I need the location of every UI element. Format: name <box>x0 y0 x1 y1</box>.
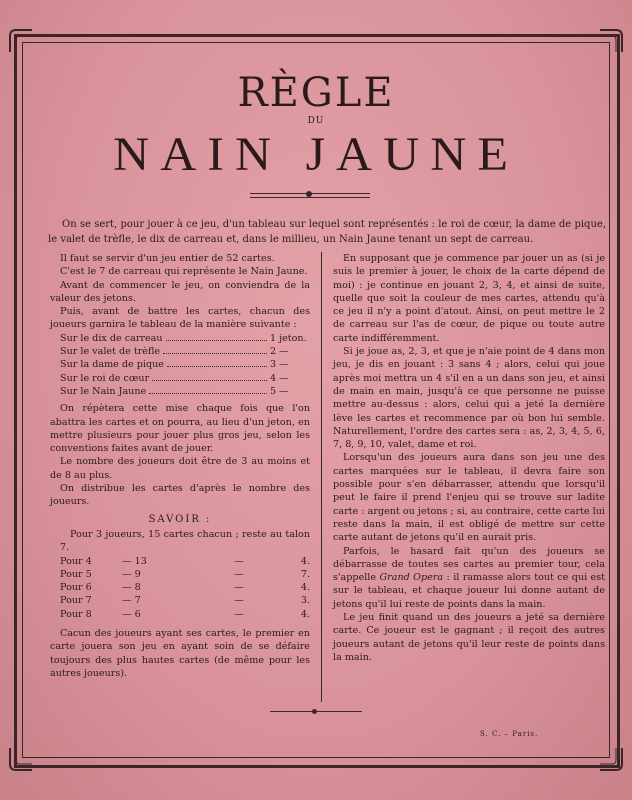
savoir-heading: SAVOIR : <box>148 513 212 525</box>
rule-paragraph: C'est le 7 de carreau qui représente le Nain Jaune. <box>60 266 308 278</box>
savoir-cards: — 13 <box>122 555 147 567</box>
stake-row <box>50 358 310 371</box>
stake-row <box>50 372 310 385</box>
intro-paragraph: On se sert, pour jouer à ce jeu, d'un tableau sur lequel sont représentés : le roi de cœur, la dame de pique, le valet de trèfle, le dix de carreau et, dans le millieu, un Nain Jaune tenant un sept de carreau. <box>48 219 606 245</box>
savoir-dash: — <box>234 595 244 607</box>
title-divider <box>250 193 370 198</box>
stake-label: Sur le roi de cœur <box>60 372 150 384</box>
savoir-row <box>50 555 310 568</box>
title-regle: RÈGLE <box>237 70 395 116</box>
savoir-cards: — 7 <box>122 595 141 607</box>
printer-imprint: S. C. – Paris. <box>480 730 539 738</box>
corner-ornament-icon <box>598 28 624 54</box>
stake-row <box>50 385 310 398</box>
savoir-dash: — <box>234 555 244 567</box>
rule-paragraph: Il faut se servir d'un jeu entier de 52 cartes. <box>60 253 275 264</box>
stake-value: 2 — <box>270 346 289 358</box>
column-divider <box>321 252 322 702</box>
stake-label: Sur le dix de carreau <box>60 332 163 344</box>
stakes-list <box>50 332 310 398</box>
text-run: : il ramasse alors tout ce qui est sur le tableau, et chaque joueur lui donne autant de jetons qu'il lui reste de points dans la main. <box>333 572 606 610</box>
savoir-dash: — <box>234 582 244 594</box>
stake-value: 3 — <box>270 359 289 371</box>
title-du: DU <box>307 116 325 126</box>
rule-paragraph: Si je joue as, 2, 3, et que je n'aie point de 4 dans mon jeu, je dis en jouant : 3 sans 4 ; alors, celui qui joue après moi mettra un 4 s'il en a un dans son jeu, et ainsi de main en main, jusqu'à ce que personne ne puisse mettre au-dessus : alors, celui qui a jeté la dernière lève les cartes et recommence par où bon lui semble. Naturellement, l'ordre des cartes sera : as, 2, 3, 4, 5, 6, 7, 8, 9, 10, valet, dame et roi. <box>333 346 605 451</box>
savoir-players: Pour 8 <box>60 608 92 620</box>
title-nain-jaune: NAIN JAUNE <box>113 127 519 181</box>
savoir-cards: — 8 <box>122 582 141 594</box>
savoir-cards: — 9 <box>122 568 141 580</box>
savoir-cards: — 6 <box>122 608 141 620</box>
savoir-first-row: Pour 3 joueurs, 15 cartes chacun ; reste au talon 7. <box>60 528 310 554</box>
rule-paragraph: Le nombre des joueurs doit être de 3 au moins et de 8 au plus. <box>50 456 310 481</box>
savoir-dash: — <box>234 608 244 620</box>
savoir-row <box>50 568 310 581</box>
rule-paragraph: On distribue les cartes d'après le nombre des joueurs. <box>50 483 310 508</box>
stake-label: Sur le valet de trèfle <box>60 346 161 358</box>
savoir-players: Pour 7 <box>60 595 92 607</box>
grand-opera-term: Grand Opera <box>379 572 444 584</box>
savoir-talon: 4. <box>300 555 310 567</box>
rule-paragraph: En supposant que je commence par jouer un as (si je suis le premier à jouer, le choix de la carte dépend de moi) : je continue en jouant 2, 3, 4, et ainsi de suite, quelle que soit la couleur de mes cartes, attendu qu'à ce jeu il n'y a point d'atout. Ainsi, on peut mettre le 2 de carreau sur l'as de cœur, de pique ou toute autre carte indifféremment. <box>333 253 605 344</box>
stake-label: Sur le Nain Jaune <box>60 385 147 397</box>
right-column <box>333 252 605 664</box>
savoir-row <box>50 594 310 607</box>
savoir-talon: 4. <box>300 582 310 594</box>
savoir-players: Pour 6 <box>60 582 92 594</box>
corner-ornament-icon <box>8 28 34 54</box>
rule-paragraph: Avant de commencer le jeu, on conviendra de la valeur des jetons. <box>50 279 310 304</box>
savoir-talon: 7. <box>300 568 310 580</box>
stake-row <box>50 345 310 358</box>
savoir-players: Pour 4 <box>60 555 92 567</box>
savoir-players: Pour 5 <box>60 568 92 580</box>
stake-value: 5 — <box>270 385 289 397</box>
bottom-divider <box>270 711 362 712</box>
rule-paragraph: Lorsqu'un des joueurs aura dans son jeu une des cartes marquées sur le tableau, il devra faire son possible pour s'en débarrasser, attendu que lorsqu'il peut le faire il prend l'enjeu qui se trouve sur ladite carte : argent ou jetons ; si, au contraire, cette carte lui reste dans la main, il est obligé de mettre sur cette carte autant de jetons qu'il en aurait pris. <box>333 452 605 544</box>
savoir-row <box>50 608 310 621</box>
savoir-talon: 4. <box>300 608 310 620</box>
rule-paragraph: On répètera cette mise chaque fois que l'on abattra les cartes et on pourra, au lieu d'un jeton, en mettre plusieurs pour jouer plus gros jeu, selon les conventions faites avant de jouer. <box>50 403 310 455</box>
savoir-dash: — <box>234 568 244 580</box>
text-run: Parfois, le hasard fait qu'un des joueurs se débarrasse de toutes ses cartes au premier tour, cela s'appelle <box>333 545 605 584</box>
rule-paragraph: Puis, avant de battre les cartes, chacun des joueurs garnira le tableau de la manière suivante : <box>50 306 310 331</box>
stake-label: Sur la dame de pique <box>60 359 164 371</box>
left-column <box>50 252 310 680</box>
rule-paragraph: Le jeu finit quand un des joueurs a jeté sa dernière carte. Ce joueur est le gagnant ; il reçoit des autres joueurs autant de jetons qu'il leur reste de points dans la main. <box>333 612 605 663</box>
stake-value: 4 — <box>270 372 289 384</box>
savoir-talon: 3. <box>300 595 310 607</box>
rule-paragraph: Cacun des joueurs ayant ses cartes, le premier en carte jouera son jeu en ayant soin de se défaire toujours des plus hautes cartes (de même pour les autres joueurs). <box>50 628 310 679</box>
stake-value: 1 jeton. <box>270 332 307 344</box>
stake-row <box>50 332 310 345</box>
savoir-row <box>50 581 310 594</box>
rule-paragraph-grand-opera <box>333 545 605 611</box>
corner-ornament-icon <box>8 746 34 772</box>
corner-ornament-icon <box>598 746 624 772</box>
